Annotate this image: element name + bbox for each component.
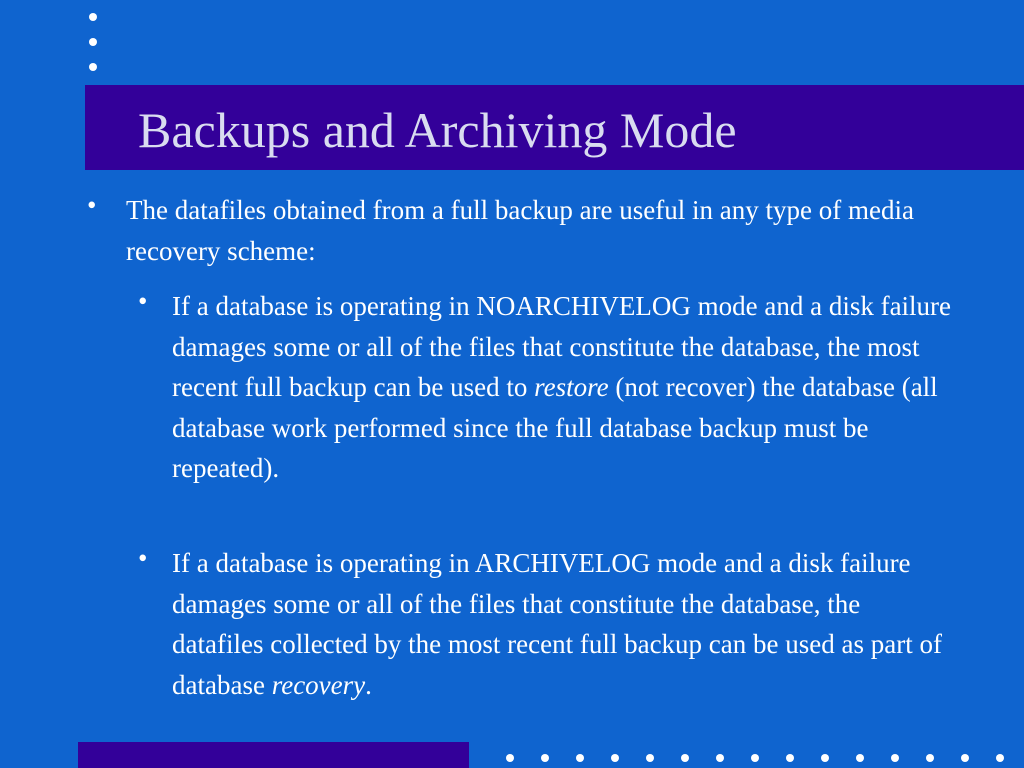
decor-dot xyxy=(541,754,549,762)
decor-dot xyxy=(611,754,619,762)
decor-dot xyxy=(681,754,689,762)
sub-bullet-text-part: If a database is operating in ARCHIVELOG mode and a disk failure damages some or all of the files that constitute the database, the datafiles collected by the most recent full backup can be used as part of database xyxy=(172,548,942,700)
decor-dot xyxy=(996,754,1004,762)
sub-bullet-text xyxy=(172,543,952,705)
sub-bullet-text xyxy=(172,286,952,489)
decor-dot xyxy=(891,754,899,762)
emphasis-text: recovery xyxy=(271,669,366,700)
emphasis-text: restore xyxy=(534,372,609,402)
decor-dot xyxy=(576,754,584,762)
decor-dot xyxy=(856,754,864,762)
decor-dot xyxy=(961,754,969,762)
decor-dot xyxy=(89,38,97,46)
bullet-marker: • xyxy=(87,190,97,220)
decor-dot xyxy=(716,754,724,762)
slide-title: Backups and Archiving Mode xyxy=(138,102,737,158)
decor-dot xyxy=(89,13,97,21)
decor-dot xyxy=(506,754,514,762)
decor-dot xyxy=(751,754,759,762)
sub-bullet-text-part: (not recover) the database (all database work performed since the full database backup must be repeated). xyxy=(172,372,938,483)
sub-bullet-text-part: . xyxy=(365,669,372,700)
decor-dot xyxy=(926,754,934,762)
sub-bullet-text-part: If a database is operating in NOARCHIVELOG mode and a disk failure damages some or all of the files that constitute the database, the most recent full backup can be used to xyxy=(172,291,952,402)
decor-dot xyxy=(89,63,97,71)
decor-dot xyxy=(646,754,654,762)
main-bullet-text: The datafiles obtained from a full backup are useful in any type of media recovery scheme: xyxy=(126,195,914,266)
decor-dot xyxy=(821,754,829,762)
sub-bullet-marker: • xyxy=(138,286,148,316)
sub-bullet-marker: • xyxy=(138,543,148,573)
footer-bar xyxy=(78,742,469,768)
decor-dot xyxy=(786,754,794,762)
